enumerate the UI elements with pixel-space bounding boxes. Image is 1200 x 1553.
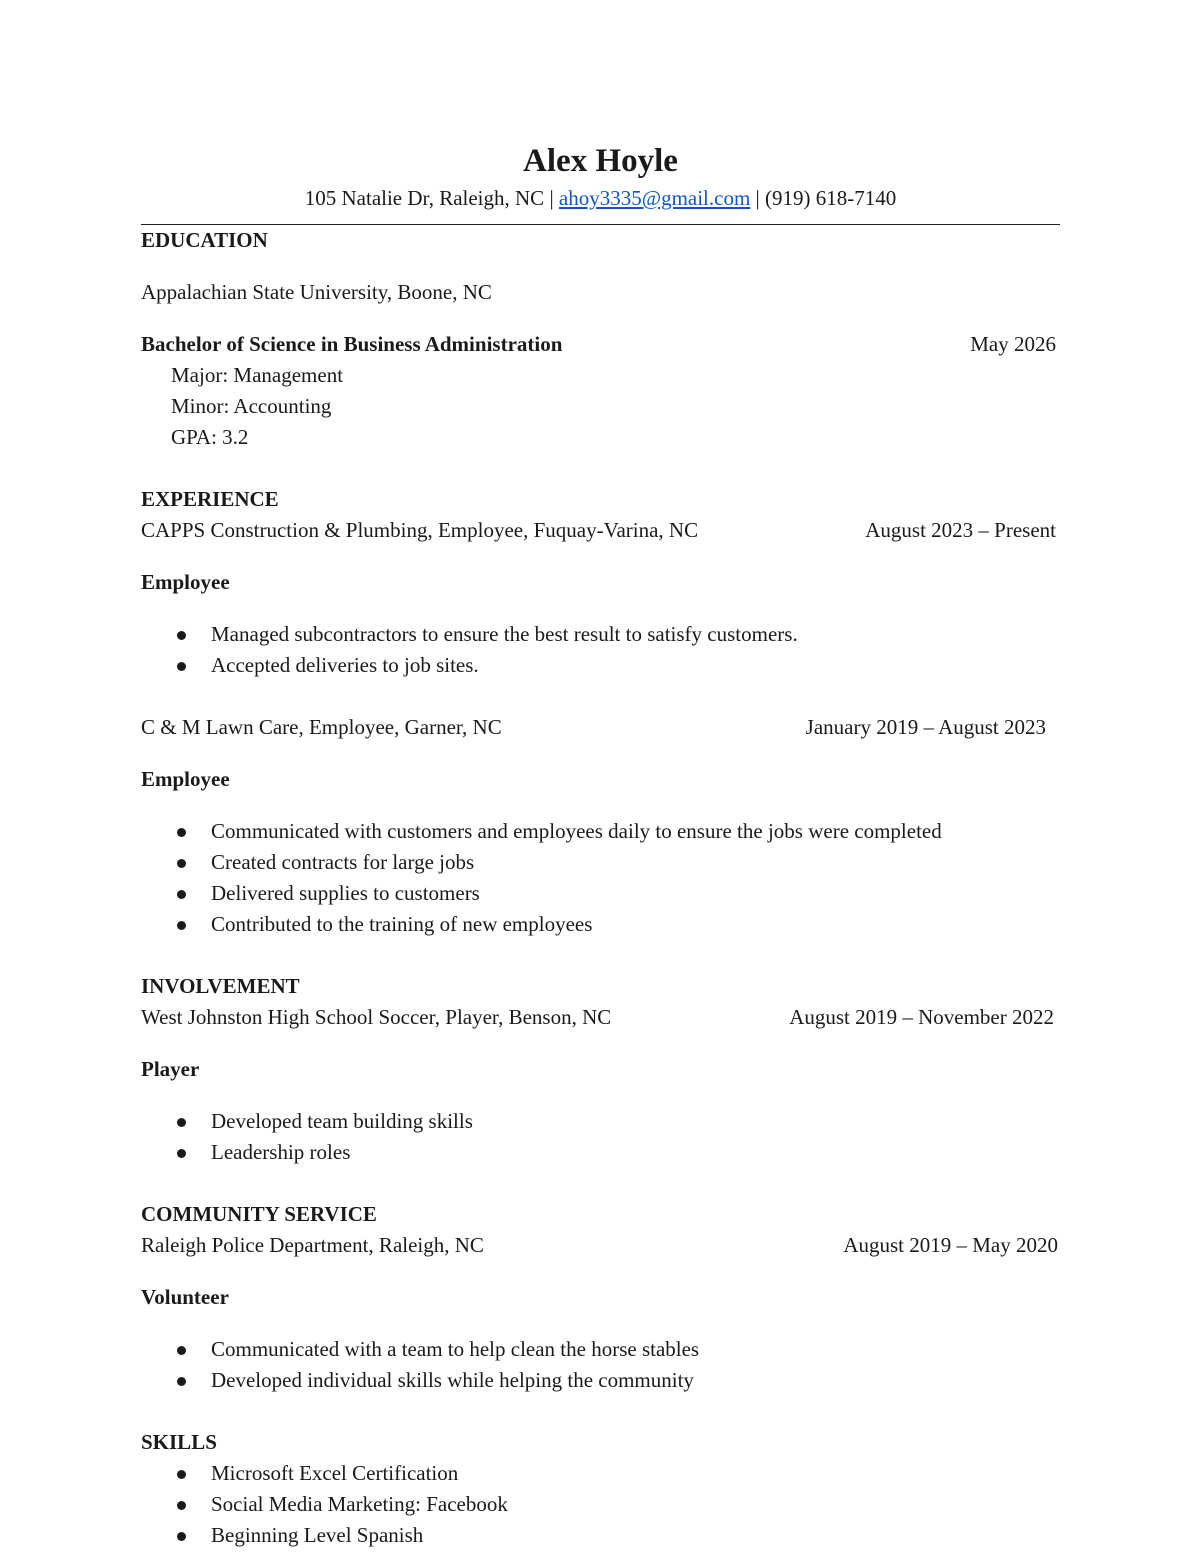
- education-detail: GPA: 3.2: [171, 425, 249, 449]
- involvement-header: [141, 1002, 1060, 1033]
- section-title: INVOLVEMENT: [141, 974, 300, 998]
- community-role: Volunteer: [141, 1285, 229, 1309]
- resume-page: [141, 139, 1060, 1551]
- list-item-text: Communicated with a team to help clean the horse stables: [211, 1337, 700, 1361]
- bullet-icon: [177, 1149, 186, 1158]
- list-item: [177, 619, 1060, 650]
- experience-section: [141, 484, 1060, 940]
- bullet-icon: [177, 1470, 186, 1479]
- job-entry: [141, 515, 1060, 681]
- list-item-text: Social Media Marketing: Facebook: [211, 1492, 508, 1516]
- bullet-list: [141, 1458, 1060, 1551]
- list-item-text: Managed subcontractors to ensure the best result to satisfy customers.: [211, 622, 798, 646]
- community-section: [141, 1199, 1060, 1396]
- list-item-text: Communicated with customers and employees daily to ensure the jobs were completed: [211, 819, 942, 843]
- list-item: [177, 1137, 1060, 1168]
- job-date: January 2019 – August 2023: [805, 715, 1046, 739]
- list-item-text: Developed individual skills while helping the community: [211, 1368, 694, 1392]
- list-item: [177, 1489, 1060, 1520]
- job-org: CAPPS Construction & Plumbing, Employee, Fuquay-Varina, NC: [141, 518, 699, 542]
- list-item: [177, 1334, 1060, 1365]
- bullet-list: [141, 1106, 1060, 1168]
- community-date: August 2019 – May 2020: [843, 1233, 1058, 1257]
- list-item-text: Developed team building skills: [211, 1109, 473, 1133]
- bullet-icon: [177, 662, 186, 671]
- involvement-role: Player: [141, 1057, 200, 1081]
- list-item: [177, 909, 1060, 940]
- bullet-icon: [177, 859, 186, 868]
- bullet-icon: [177, 631, 186, 640]
- list-item: [177, 1458, 1060, 1489]
- job-header: [141, 515, 1060, 546]
- job-header: [141, 712, 1060, 743]
- involvement-date: August 2019 – November 2022: [789, 1005, 1054, 1029]
- list-item: [177, 816, 1060, 847]
- degree-name: Bachelor of Science in Business Administration: [141, 332, 563, 356]
- list-item: [177, 650, 1060, 681]
- job-role: Employee: [141, 767, 230, 791]
- contact-address: 105 Natalie Dr, Raleigh, NC |: [304, 186, 554, 210]
- bullet-list: [141, 619, 1060, 681]
- bullet-list: [141, 1334, 1060, 1396]
- section-title: COMMUNITY SERVICE: [141, 1202, 377, 1226]
- job-entry: [141, 712, 1060, 940]
- involvement-org: West Johnston High School Soccer, Player, Benson, NC: [141, 1005, 612, 1029]
- list-item-text: Delivered supplies to customers: [211, 881, 480, 905]
- bullet-icon: [177, 1501, 186, 1510]
- email-link[interactable]: ahoy3335@gmail.com: [558, 186, 751, 210]
- list-item: [177, 1365, 1060, 1396]
- bullet-icon: [177, 921, 186, 930]
- bullet-icon: [177, 1118, 186, 1127]
- education-detail: Minor: Accounting: [171, 394, 332, 418]
- bullet-icon: [177, 1346, 186, 1355]
- list-item-text: Contributed to the training of new employees: [211, 912, 593, 936]
- section-title: EDUCATION: [141, 228, 268, 252]
- list-item-text: Accepted deliveries to job sites.: [211, 653, 479, 677]
- list-item: [177, 878, 1060, 909]
- involvement-section: [141, 971, 1060, 1168]
- degree-date: May 2026: [970, 332, 1056, 356]
- list-item-text: Leadership roles: [211, 1140, 351, 1164]
- job-role: Employee: [141, 570, 230, 594]
- education-detail: Major: Management: [171, 363, 344, 387]
- job-date: August 2023 – Present: [865, 518, 1056, 542]
- list-item-text: Microsoft Excel Certification: [211, 1461, 459, 1485]
- education-section: [141, 225, 1060, 453]
- school-name: Appalachian State University, Boone, NC: [141, 280, 492, 304]
- list-item-text: Created contracts for large jobs: [211, 850, 475, 874]
- community-header: [141, 1230, 1060, 1261]
- list-item-text: Beginning Level Spanish: [211, 1523, 424, 1547]
- bullet-list: [141, 816, 1060, 940]
- skills-section: [141, 1427, 1060, 1551]
- spacer: [141, 681, 1060, 712]
- list-item: [177, 847, 1060, 878]
- section-title: EXPERIENCE: [141, 487, 279, 511]
- job-org: C & M Lawn Care, Employee, Garner, NC: [141, 715, 502, 739]
- section-title: SKILLS: [141, 1430, 217, 1454]
- community-org: Raleigh Police Department, Raleigh, NC: [141, 1233, 484, 1257]
- degree-row: [141, 329, 1060, 360]
- contact-line: [141, 183, 1060, 213]
- bullet-icon: [177, 890, 186, 899]
- resume-name: Alex Hoyle: [523, 143, 678, 179]
- contact-phone: | (919) 618-7140: [755, 186, 897, 210]
- bullet-icon: [177, 828, 186, 837]
- bullet-icon: [177, 1532, 186, 1541]
- list-item: [177, 1106, 1060, 1137]
- list-item: [177, 1520, 1060, 1551]
- bullet-icon: [177, 1377, 186, 1386]
